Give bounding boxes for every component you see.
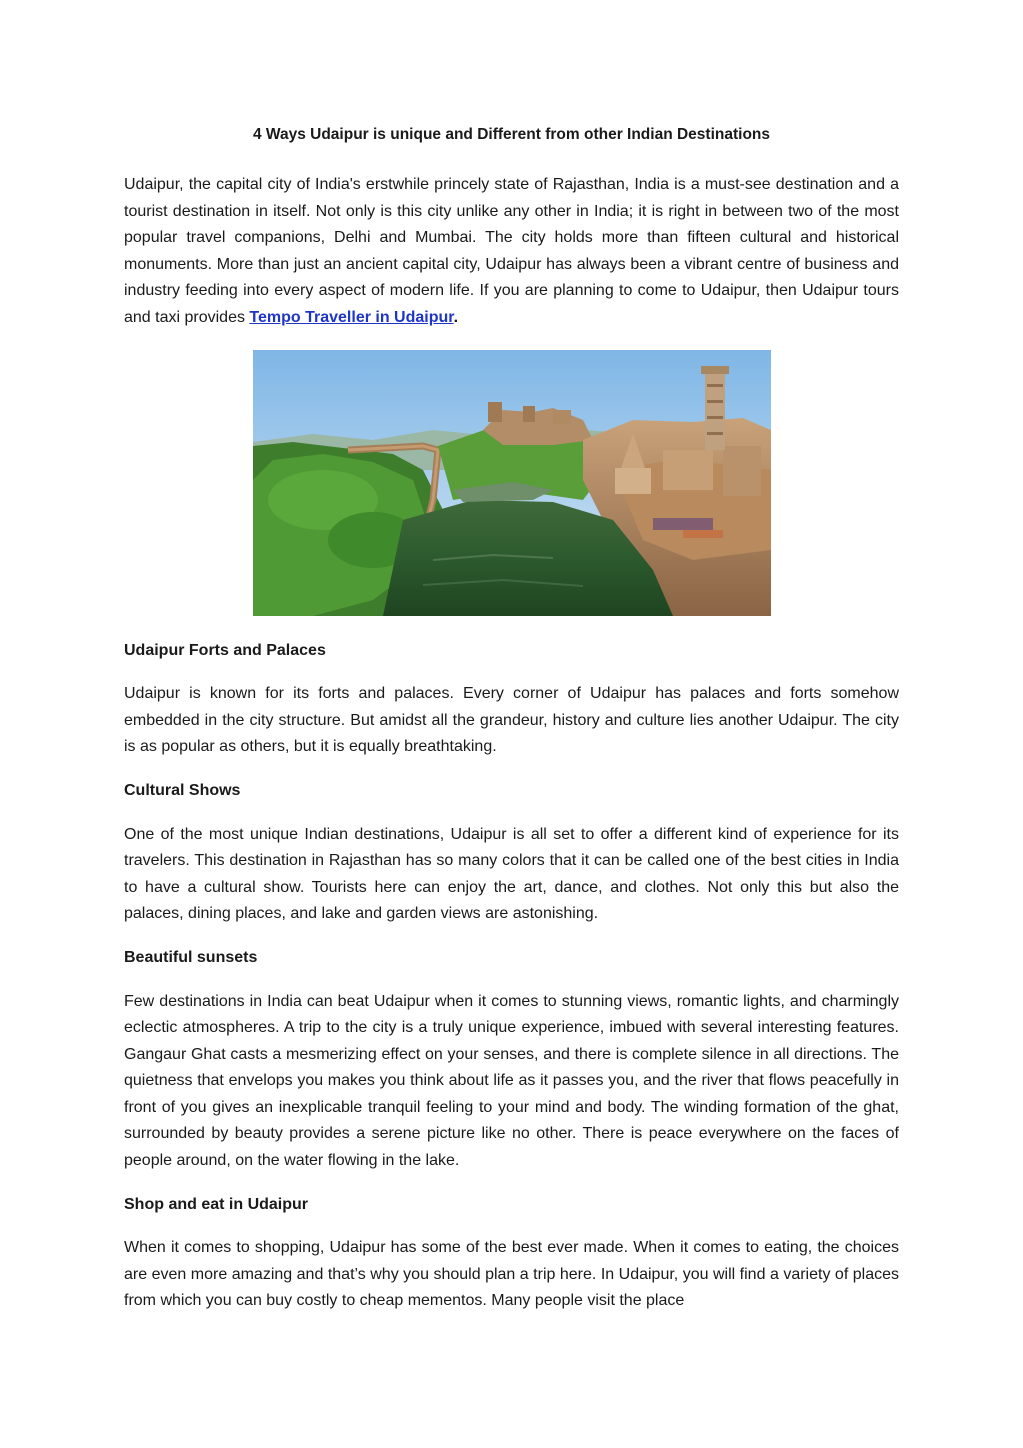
section-body-sunsets: Few destinations in India can beat Udaipur when it comes to stunning views, romantic lights, and charmingly eclectic atmospheres. A trip to the city is a truly unique experience, imbued with several interesting features. Gangaur Ghat casts a mesmerizing effect on your senses, and there is complete silence in all directions. The quietness that envelops you makes you think about life as it passes you, and the river that flows peacefully in front of you gives an inexplicable tranquil feeling to your mind and body. The winding formation of the ghat, surrounded by beauty provides a serene picture like no other. There is peace everywhere on the faces of people around, on the water flowing in the lake. xyxy=(124,992,899,1170)
tempo-traveller-link[interactable]: Tempo Traveller in Udaipur xyxy=(249,308,454,326)
intro-trailing: . xyxy=(453,308,459,326)
section-heading-sunsets: Beautiful sunsets xyxy=(124,948,258,966)
intro-text: Udaipur, the capital city of India's erstwhile princely state of Rajasthan, India is a must-see destination and a tourist destination in itself. Not only is this city unlike any other in India; it is right in between two of the most popular travel companions, Delhi and Mumbai. The city holds more than fifteen cultural and historical monuments. More than just an ancient capital city, Udaipur has always been a vibrant centre of business and industry feeding into every aspect of modern life. If you are planning to come to Udaipur, then Udaipur tours and taxi provides xyxy=(124,176,899,326)
document-page xyxy=(124,120,899,1315)
section-body-shop: When it comes to shopping, Udaipur has some of the best ever made. When it comes to eating, the choices are even more amazing and that’s why you should plan a trip here. In Udaipur, you will find a variety of places from which you can buy costly to cheap mementos. Many people visit the place xyxy=(124,1239,899,1310)
document-title: 4 Ways Udaipur is unique and Different from other Indian Destinations xyxy=(252,126,770,143)
section-body-cultural: One of the most unique Indian destinations, Udaipur is all set to offer a different kind of experience for its travelers. This destination in Rajasthan has so many colors that it can be called one of the best cities in India to have a cultural show. Tourists here can enjoy the art, dance, and clothes. Not only this but also the palaces, dining places, and lake and garden views are astonishing. xyxy=(124,825,899,923)
section-heading-cultural: Cultural Shows xyxy=(124,781,241,799)
section-heading-shop: Shop and eat in Udaipur xyxy=(124,1195,309,1213)
intro-paragraph xyxy=(124,172,899,332)
section-body-forts: Udaipur is known for its forts and palaces. Every corner of Udaipur has palaces and forts somehow embedded in the city structure. But amidst all the grandeur, history and culture lies another Udaipur. The city is as popular as others, but it is equally breathtaking. xyxy=(124,685,899,756)
section-heading-forts: Udaipur Forts and Palaces xyxy=(124,641,326,659)
chittorgarh-fort-photo xyxy=(253,350,771,616)
